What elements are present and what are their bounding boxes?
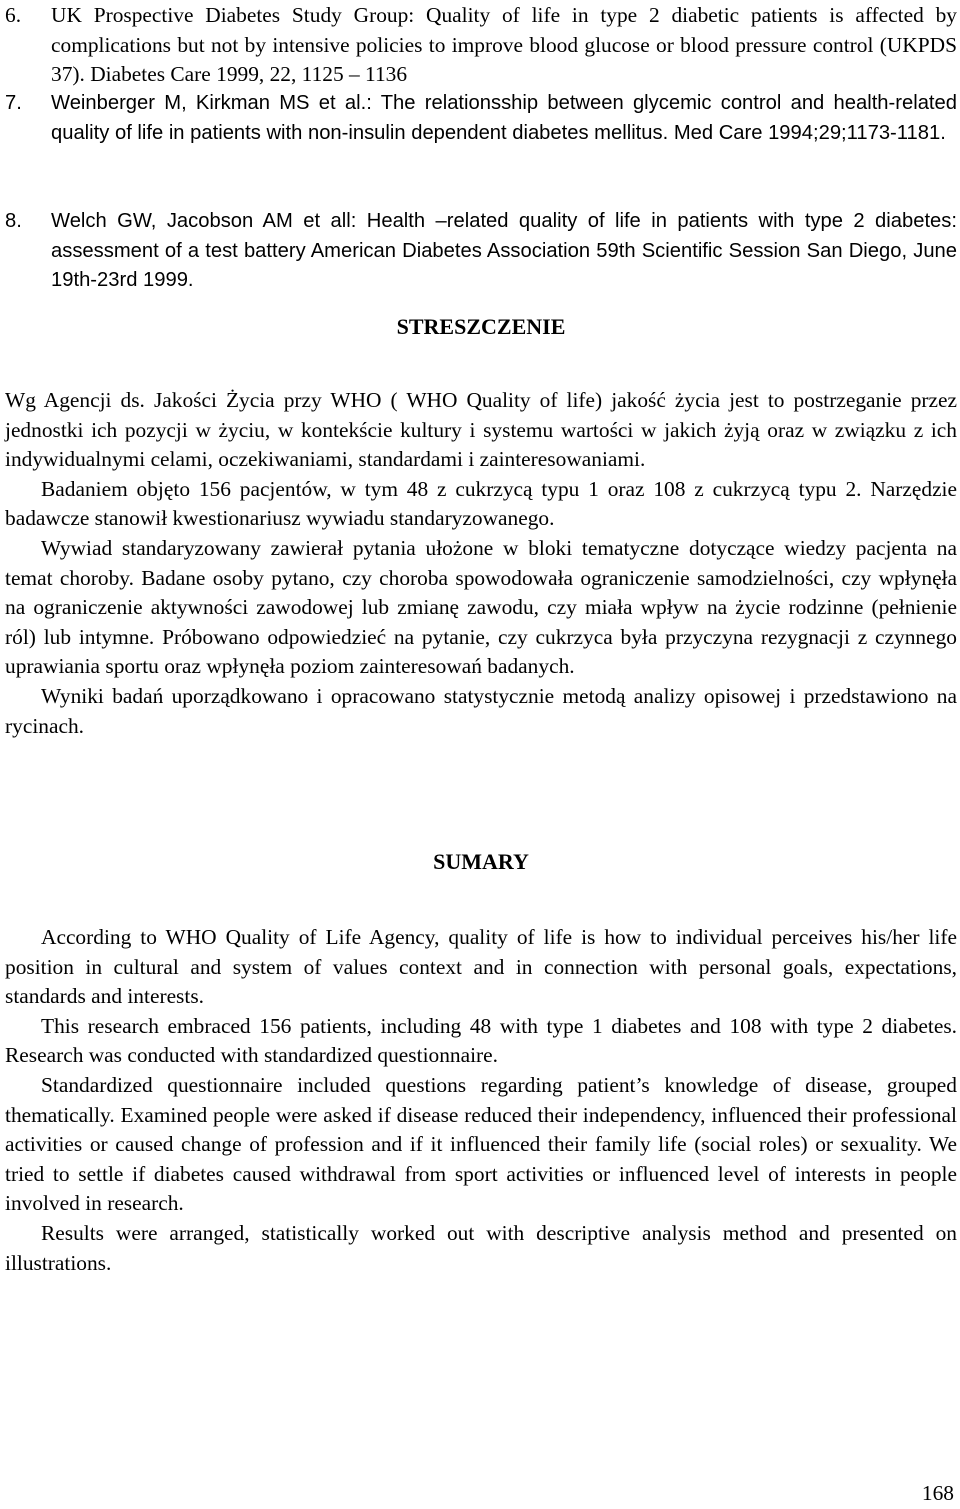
paragraph: According to WHO Quality of Life Agency, quality of life is how to individual perceives his/her life position in cultural and system of values context and in connection with personal goals, expectations, standards and interests.: [5, 925, 957, 1009]
page-number: 168: [921, 1481, 954, 1505]
paragraph: Results were arranged, statistically worked out with descriptive analysis method and presented on illustrations.: [5, 1220, 957, 1275]
reference-text: UK Prospective Diabetes Study Group: Quality of life in type 2 diabetic patients is affected by complications but not by intensive policies to improve blood glucose or blood pressure control (UKPDS 37). Diabetes Care 1999, 22, 1125 – 1136: [51, 3, 957, 87]
reference-text: Weinberger M, Kirkman MS et al.: The relationsship between glycemic control and health-related quality of life in patients with non-insulin dependent diabetes mellitus. Med Care 1994;29;1173-1181.: [51, 92, 957, 144]
paragraph: This research embraced 156 patients, including 48 with type 1 diabetes and 108 with type 2 diabetes. Research was conducted with standardized questionnaire.: [5, 1013, 957, 1068]
summary-body: [5, 923, 957, 1278]
reference-item: [5, 1, 957, 90]
paragraph: Badaniem objęto 156 pacjentów, w tym 48 z cukrzycą typu 1 oraz 108 z cukrzycą typu 2. Narzędzie badawcze stanowił kwestionariusz wywiadu standaryzowanego.: [5, 476, 957, 531]
reference-number: 8.: [5, 210, 22, 232]
reference-item: [5, 89, 957, 148]
paragraph: Wyniki badań uporządkowano i opracowano statystycznie metodą analizy opisowej i przedstawiono na rycinach.: [5, 683, 957, 738]
paragraph: Wywiad standaryzowany zawierał pytania ułożone w bloki tematyczne dotyczące wiedzy pacjenta na temat choroby. Badane osoby pytano, czy choroba spowodowała ograniczenie samodzielności, czy wpłynęła na ograniczenie aktywności zawodowej lub zmianę zawodu, czy miała wpływ na życie rodzinne (pełnienie ról) lub intymne. Próbowano odpowiedzieć na pytanie, czy cukrzyca była przyczyna rezygnacji z czynnego uprawiania sportu oraz wpłynęła poziom zainteresowań badanych.: [5, 535, 957, 679]
section-heading-summary: SUMARY: [433, 849, 529, 874]
reference-number: 6.: [5, 3, 22, 27]
streszczenie-body: [5, 386, 957, 741]
reference-text: Welch GW, Jacobson AM et all: Health –related quality of life in patients with type 2 diabetes: assessment of a test battery American Diabetes Association 59th Scientific Session San Diego, June 19th-23rd 1999.: [51, 210, 957, 292]
paragraph: Wg Agencji ds. Jakości Życia przy WHO ( WHO Quality of life) jakość życia jest to postrzeganie przez jednostki ich pozycji w życiu, w kontekście kultury i systemu wartości w jakich żyją oraz w związku z ich indywidualnymi celami, oczekiwaniami, standardami i zainteresowaniami.: [5, 388, 957, 472]
reference-item: [5, 207, 957, 296]
section-heading-streszczenie: STRESZCZENIE: [396, 314, 566, 339]
reference-number: 7.: [5, 92, 22, 114]
paragraph: Standardized questionnaire included questions regarding patient’s knowledge of disease, grouped thematically. Examined people were asked if disease reduced their independency, influenced their professional activities or caused change of profession and if it influenced their family life (social roles) or sexuality. We tried to settle if diabetes caused withdrawal from sport activities or influenced level of interests in people involved in research.: [5, 1072, 957, 1216]
